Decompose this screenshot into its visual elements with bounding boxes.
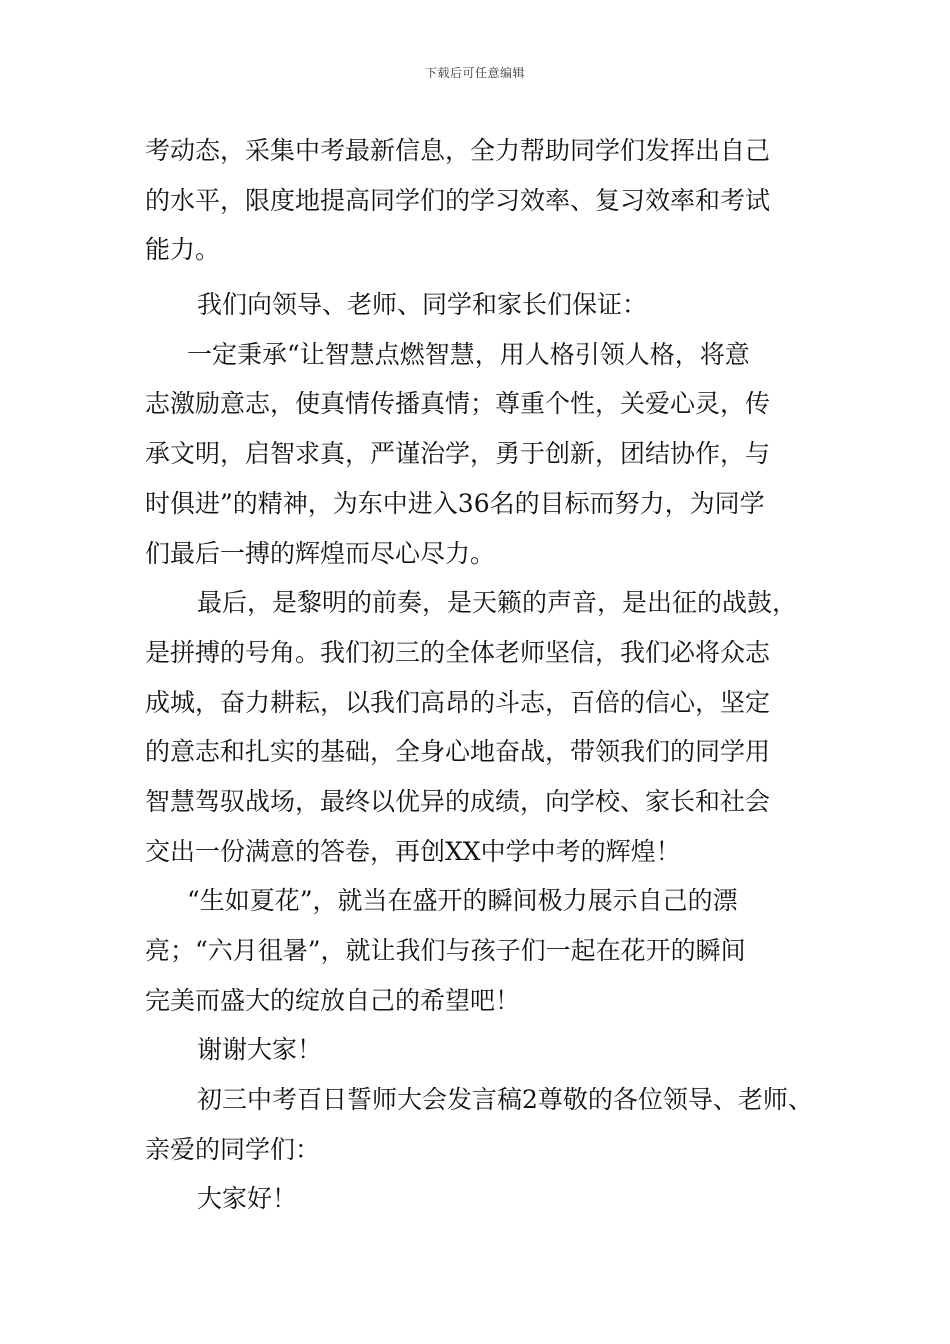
paragraph-first-line: “生如夏花”，就当在盛开的瞬间极力展示自己的漂 (187, 886, 738, 916)
text-line: 考动态，采集中考最新信息，全力帮助同学们发挥出自己 (145, 136, 771, 165)
paragraph-first-line: 一定秉承“让智慧点燃智慧，用人格引领人格，将意 (187, 339, 750, 369)
text-line: 亲爱的同学们： (145, 1134, 321, 1164)
text-line: 志激励意志，使真情传播真情；尊重个性，关爱心灵，传 (145, 389, 771, 419)
text-line: 能力。 (145, 235, 221, 265)
text-line: 成城，奋力耕耘，以我们高昂的斗志，百倍的信心，坚定 (145, 687, 771, 717)
text-line: 完美而盛大的绽放自己的希望吧！ (145, 985, 521, 1015)
text-line: 的意志和扎实的基础，全身心地奋战，带领我们的同学用 (145, 737, 771, 767)
text-line: 是拼搏的号角。我们初三的全体老师坚信，我们必将众志 (145, 637, 771, 667)
text-line: 们最后一搏的辉煌而尽心尽力。 (145, 538, 496, 568)
text-line: 交出一份满意的答卷，再创XX中学中考的辉煌！ (145, 836, 681, 866)
paragraph-first-line: 谢谢大家！ (197, 1035, 323, 1065)
text-line: 亮；“六月徂暑”，就让我们与孩子们一起在花开的瞬间 (145, 936, 746, 965)
text-line: 智慧驾驭战场，最终以优异的成绩，向学校、家长和社会 (145, 786, 771, 816)
paragraph-first-line: 我们向领导、老师、同学和家长们保证： (197, 290, 648, 320)
paragraph-first-line: 初三中考百日誓师大会发言稿2尊敬的各位领导、老师、 (197, 1085, 813, 1115)
text-line: 承文明，启智求真，严谨治学，勇于创新，团结协作，与 (145, 439, 771, 469)
page-header-caption: 下载后可任意编辑 (424, 66, 525, 80)
document-body (145, 126, 813, 1224)
paragraph-first-line: 最后，是黎明的前奏，是天籁的声音，是出征的战鼓， (197, 588, 798, 618)
text-line: 的水平，限度地提高同学们的学习效率、复习效率和考试 (145, 185, 771, 215)
text-line: 时俱进”的精神，为东中进入36名的目标而努力，为同学 (145, 488, 765, 518)
paragraph-first-line: 大家好！ (197, 1184, 298, 1214)
